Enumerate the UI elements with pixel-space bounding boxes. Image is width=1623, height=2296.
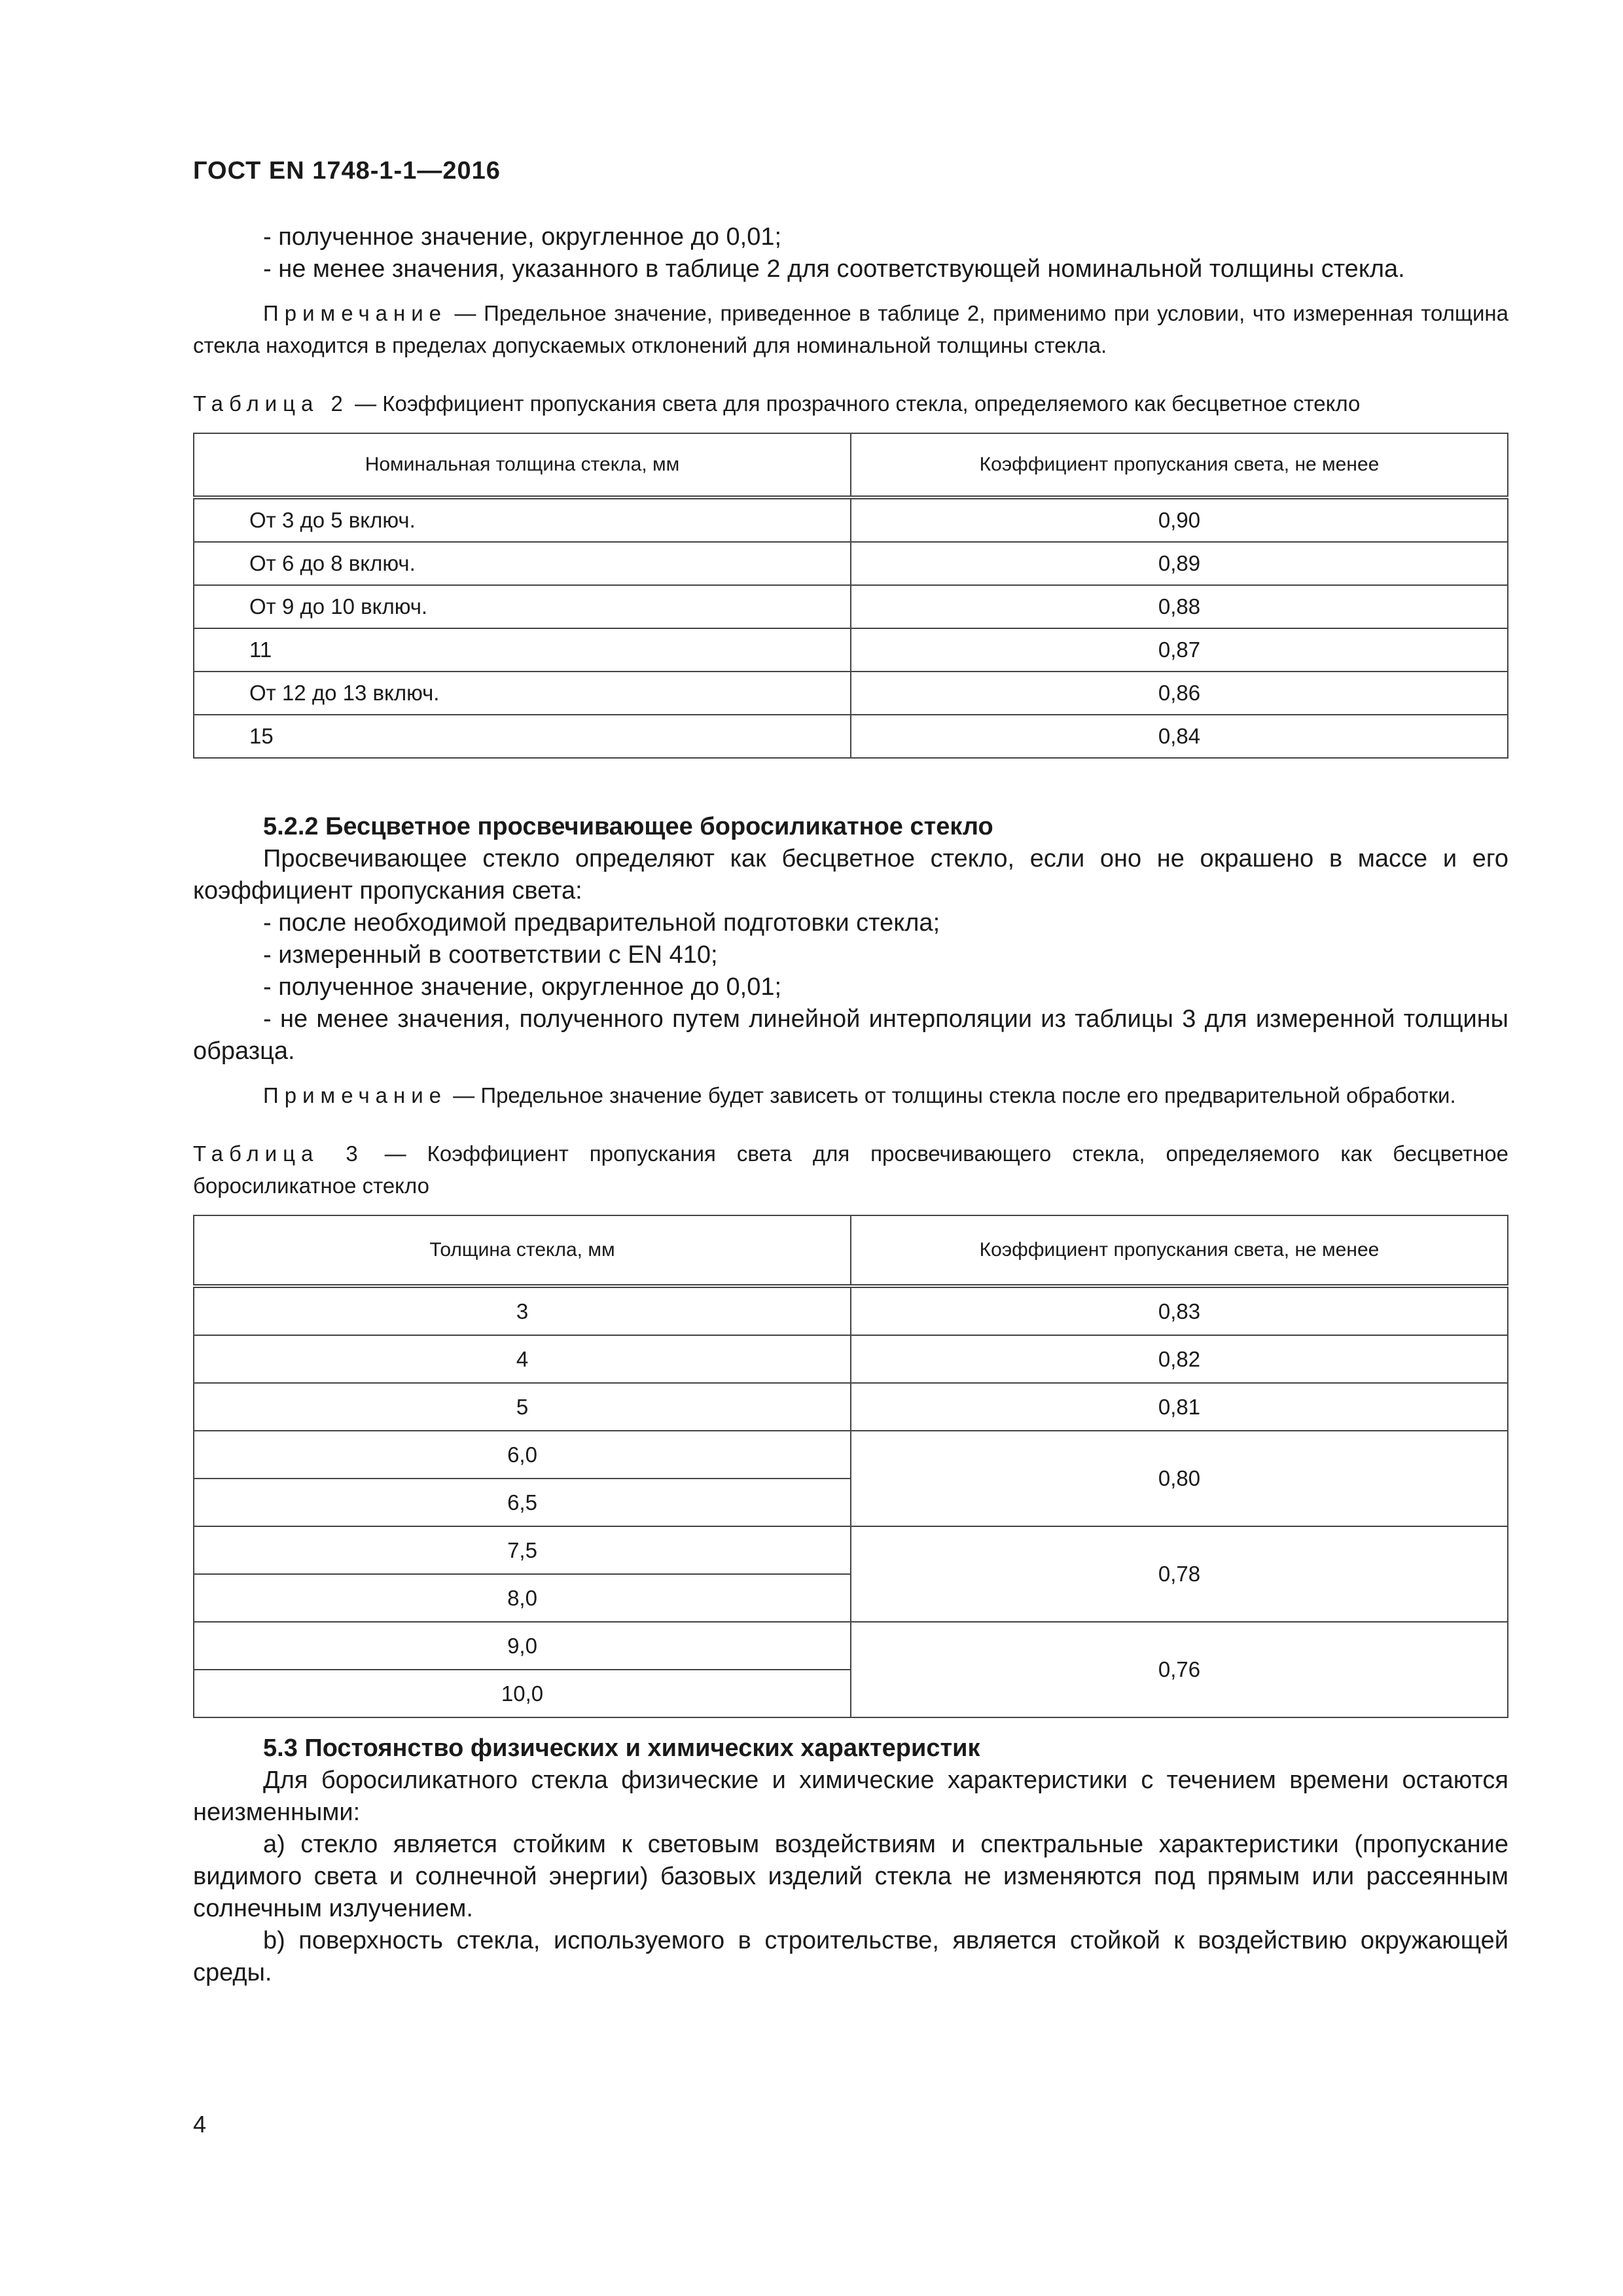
coefficient-cell: 0,86 xyxy=(851,672,1508,715)
table-row xyxy=(194,1383,1508,1431)
list-item: - после необходимой предварительной подготовки стекла; xyxy=(263,909,940,937)
thickness-cell: 9,0 xyxy=(194,1622,851,1670)
thickness-cell: 5 xyxy=(194,1383,851,1431)
list-item: - полученное значение, округленное до 0,01; xyxy=(263,973,782,1001)
intro-list xyxy=(193,221,1508,285)
paragraph: Просвечивающее стекло определяют как бесцветное стекло, если оно не окрашено в массе и его коэффициент пропускания света: xyxy=(193,845,1508,905)
table-row xyxy=(194,715,1508,758)
coefficient-cell: 0,83 xyxy=(851,1286,1508,1335)
list-item: b) поверхность стекла, используемого в строительстве, является стойкой к воздействию окружающей среды. xyxy=(193,1927,1508,1986)
note-label: Примечание xyxy=(263,301,448,325)
table-2-header-thickness: Номинальная толщина стекла, мм xyxy=(194,433,851,497)
coefficient-cell: 0,90 xyxy=(851,497,1508,542)
table-row xyxy=(194,1526,1508,1574)
note-1 xyxy=(193,297,1508,361)
table-row xyxy=(194,1622,1508,1670)
thickness-cell: От 9 до 10 включ. xyxy=(194,585,851,628)
table-2-title: — Коэффициент пропускания света для прозрачного стекла, определяемого как бесцветное стекло xyxy=(348,391,1361,416)
intro-item: - не менее значения, указанного в таблице 2 для соответствующей номинальной толщины стекла. xyxy=(263,255,1405,283)
table-3 xyxy=(193,1215,1508,1718)
thickness-cell: 15 xyxy=(194,715,851,758)
thickness-cell: 11 xyxy=(194,628,851,672)
table-row xyxy=(194,628,1508,672)
coefficient-cell: 0,82 xyxy=(851,1335,1508,1383)
thickness-cell: 3 xyxy=(194,1286,851,1335)
section-5-2-2 xyxy=(193,811,1508,1067)
table-row xyxy=(194,1335,1508,1383)
table-row xyxy=(194,497,1508,542)
coefficient-cell: 0,78 xyxy=(851,1526,1508,1622)
thickness-cell: 6,5 xyxy=(194,1479,851,1526)
coefficient-cell: 0,80 xyxy=(851,1431,1508,1526)
thickness-cell: От 6 до 8 включ. xyxy=(194,542,851,585)
list-item: a) стекло является стойким к световым воздействиям и спектральные характеристики (пропускание видимого света и солнечной энергии) базовых изделий стекла не изменяются под прямым или рассеянным солнечным излучением. xyxy=(193,1831,1508,1922)
table-row xyxy=(194,1286,1508,1335)
note-label: Примечание xyxy=(263,1083,448,1107)
coefficient-cell: 0,87 xyxy=(851,628,1508,672)
table-2-header-coefficient: Коэффициент пропускания света, не менее xyxy=(851,433,1508,497)
table-3-title: — Коэффициент пропускания света для просвечивающего стекла, определяемого как бесцветное боросиликатное стекло xyxy=(193,1141,1508,1198)
paragraph: Для боросиликатного стекла физические и химические характеристики с течением времени остаются неизменными: xyxy=(193,1767,1508,1826)
list-item: - не менее значения, полученного путем линейной интерполяции из таблицы 3 для измеренной толщины образца. xyxy=(193,1005,1508,1065)
note-2 xyxy=(193,1079,1508,1111)
standard-header: ГОСТ EN 1748-1-1—2016 xyxy=(193,157,501,185)
table-3-header-coefficient: Коэффициент пропускания света, не менее xyxy=(851,1215,1508,1286)
table-row xyxy=(194,542,1508,585)
table-row xyxy=(194,672,1508,715)
document-page xyxy=(193,157,1508,1989)
table-row xyxy=(194,585,1508,628)
page-number: 4 xyxy=(193,2111,207,2138)
coefficient-cell: 0,89 xyxy=(851,542,1508,585)
table-2-caption xyxy=(193,387,1508,420)
thickness-cell: 10,0 xyxy=(194,1670,851,1717)
coefficient-cell: 0,81 xyxy=(851,1383,1508,1431)
section-heading: 5.2.2 Бесцветное просвечивающее боросиликатное стекло xyxy=(263,813,993,840)
thickness-cell: 6,0 xyxy=(194,1431,851,1479)
thickness-cell: От 3 до 5 включ. xyxy=(194,497,851,542)
coefficient-cell: 0,84 xyxy=(851,715,1508,758)
thickness-cell: 7,5 xyxy=(194,1526,851,1574)
table-2 xyxy=(193,433,1508,759)
table-3-label: Таблица 3 xyxy=(193,1141,364,1166)
thickness-cell: От 12 до 13 включ. xyxy=(194,672,851,715)
section-5-3 xyxy=(193,1732,1508,1989)
note-text: — Предельное значение, приведенное в таблице 2, применимо при условии, что измеренная толщина стекла находится в пределах допускаемых отклонений для номинальной толщины стекла. xyxy=(193,301,1508,357)
table-3-caption xyxy=(193,1138,1508,1202)
note-text: — Предельное значение будет зависеть от толщины стекла после его предварительной обработки. xyxy=(447,1083,1456,1107)
table-2-label: Таблица 2 xyxy=(193,391,349,416)
list-item: - измеренный в соответствии с EN 410; xyxy=(263,941,718,969)
thickness-cell: 4 xyxy=(194,1335,851,1383)
coefficient-cell: 0,88 xyxy=(851,585,1508,628)
intro-item: - полученное значение, округленное до 0,01; xyxy=(263,223,782,251)
table-3-header-thickness: Толщина стекла, мм xyxy=(194,1215,851,1286)
section-heading: 5.3 Постоянство физических и химических характеристик xyxy=(263,1734,980,1762)
coefficient-cell: 0,76 xyxy=(851,1622,1508,1717)
table-row xyxy=(194,1431,1508,1479)
thickness-cell: 8,0 xyxy=(194,1574,851,1622)
